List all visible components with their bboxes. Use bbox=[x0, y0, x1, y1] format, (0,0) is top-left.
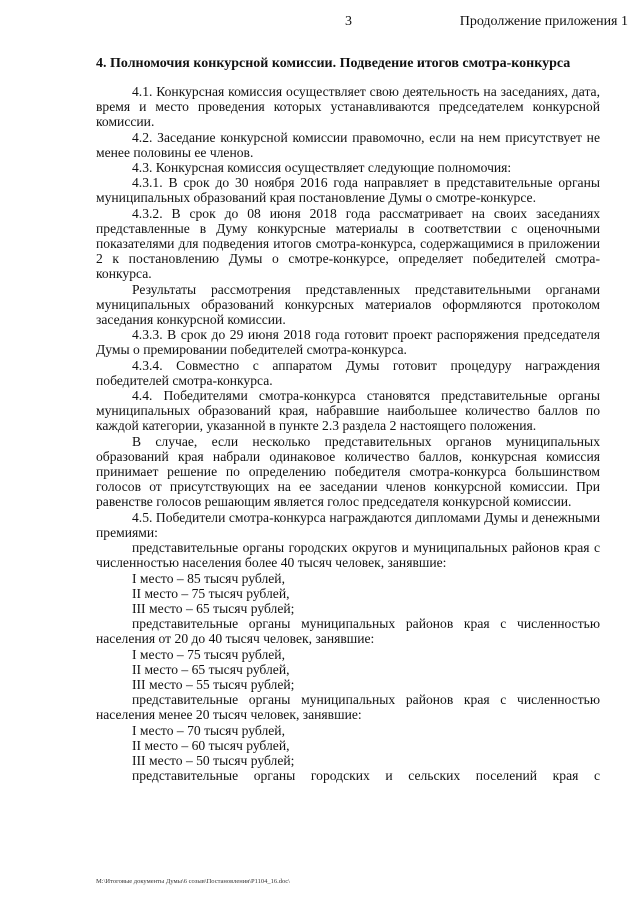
section-title: 4. Полномочия конкурсной комиссии. Подведение итогов смотра-конкурса bbox=[96, 56, 571, 71]
paragraph-4-1: 4.1. Конкурсная комиссия осуществляет свою деятельность на заседаниях, дата, время и место проведения которых устанавливаются председателем конкурсной комиссии. bbox=[96, 84, 600, 130]
prize-place: III место – 50 тысяч рублей; bbox=[132, 752, 295, 768]
paragraph-4-4: 4.4. Победителями смотра-конкурса становятся представительные органы муниципальных образований края, набравшие наибольшее количество баллов по каждой категории, указанной в пункте 2.3 раздела 2 настоящего положения. bbox=[96, 388, 600, 434]
document-body bbox=[96, 84, 600, 783]
category-intro: представительные органы муниципальных районов края с численностью населения от 20 до 40 тысяч человек, занявшие: bbox=[96, 616, 600, 647]
prize-place: II место – 60 тысяч рублей, bbox=[132, 737, 290, 753]
paragraph-4-5: 4.5. Победители смотра-конкурса награждаются дипломами Думы и денежными премиями: bbox=[96, 509, 600, 540]
prize-place: III место – 65 тысяч рублей; bbox=[132, 600, 295, 616]
paragraph-4-2: 4.2. Заседание конкурсной комиссии правомочно, если на нем присутствует не менее половины ее членов. bbox=[96, 129, 600, 160]
paragraph-tie: В случае, если несколько представительных органов муниципальных образований края набрали одинаковое количество баллов, конкурсная комиссия принимает решение по определению победителя смотра-конкурса большинством голосов от присутствующих на ее заседании членов конкурсной комиссии. При равенстве голосов решающим является голос председателя конкурсной комиссии. bbox=[96, 433, 600, 510]
prize-place: I место – 85 тысяч рублей, bbox=[132, 570, 285, 586]
paragraph-4-3: 4.3. Конкурсная комиссия осуществляет следующие полномочия: bbox=[132, 160, 512, 176]
prize-place: II место – 75 тысяч рублей, bbox=[132, 585, 290, 601]
category-intro: представительные органы городских округов и муниципальных районов края с численностью населения более 40 тысяч человек, занявшие: bbox=[96, 540, 600, 571]
appendix-continuation: Продолжение приложения 1 bbox=[459, 14, 628, 29]
category-intro: представительные органы муниципальных районов края с численностью населения менее 20 тысяч человек, занявшие: bbox=[96, 692, 600, 723]
paragraph-4-3-3: 4.3.3. В срок до 29 июня 2018 года готовит проект распоряжения председателя Думы о премировании победителей смотра-конкурса. bbox=[96, 327, 600, 358]
prize-place: I место – 70 тысяч рублей, bbox=[132, 722, 285, 738]
prize-place: II место – 65 тысяч рублей, bbox=[132, 661, 290, 677]
prize-place: I место – 75 тысяч рублей, bbox=[132, 646, 285, 662]
paragraph-continued: представительные органы городских и сельских поселений края с bbox=[132, 768, 600, 784]
paragraph-results: Результаты рассмотрения представленных представительными органами муниципальных образований конкурсных материалов оформляются протоколом заседания конкурсной комиссии. bbox=[96, 281, 600, 328]
paragraph-4-3-1: 4.3.1. В срок до 30 ноября 2016 года направляет в представительные органы муниципальных образований края постановление Думы о смотре-конкурсе. bbox=[96, 175, 600, 206]
paragraph-4-3-2: 4.3.2. В срок до 08 июня 2018 года рассматривает на своих заседаниях представленные в Думу конкурсные материалы в соответствии с оценочными показателями для подведения итогов смотра-конкурса, содержащимися в приложении 2 к постановлению Думы о смотре-конкурсе, определяет победителей смотра-конкурса. bbox=[96, 205, 600, 282]
file-path-footer: M:\Итоговые документы Думы\6 созыв\Постановления\P1104_16.doc\ bbox=[96, 878, 290, 885]
prize-place: III место – 55 тысяч рублей; bbox=[132, 676, 295, 692]
page-number: 3 bbox=[345, 14, 352, 29]
margin-mark bbox=[630, 36, 636, 44]
paragraph-4-3-4: 4.3.4. Совместно с аппаратом Думы готовит процедуру награждения победителей смотра-конкурса. bbox=[96, 357, 600, 388]
